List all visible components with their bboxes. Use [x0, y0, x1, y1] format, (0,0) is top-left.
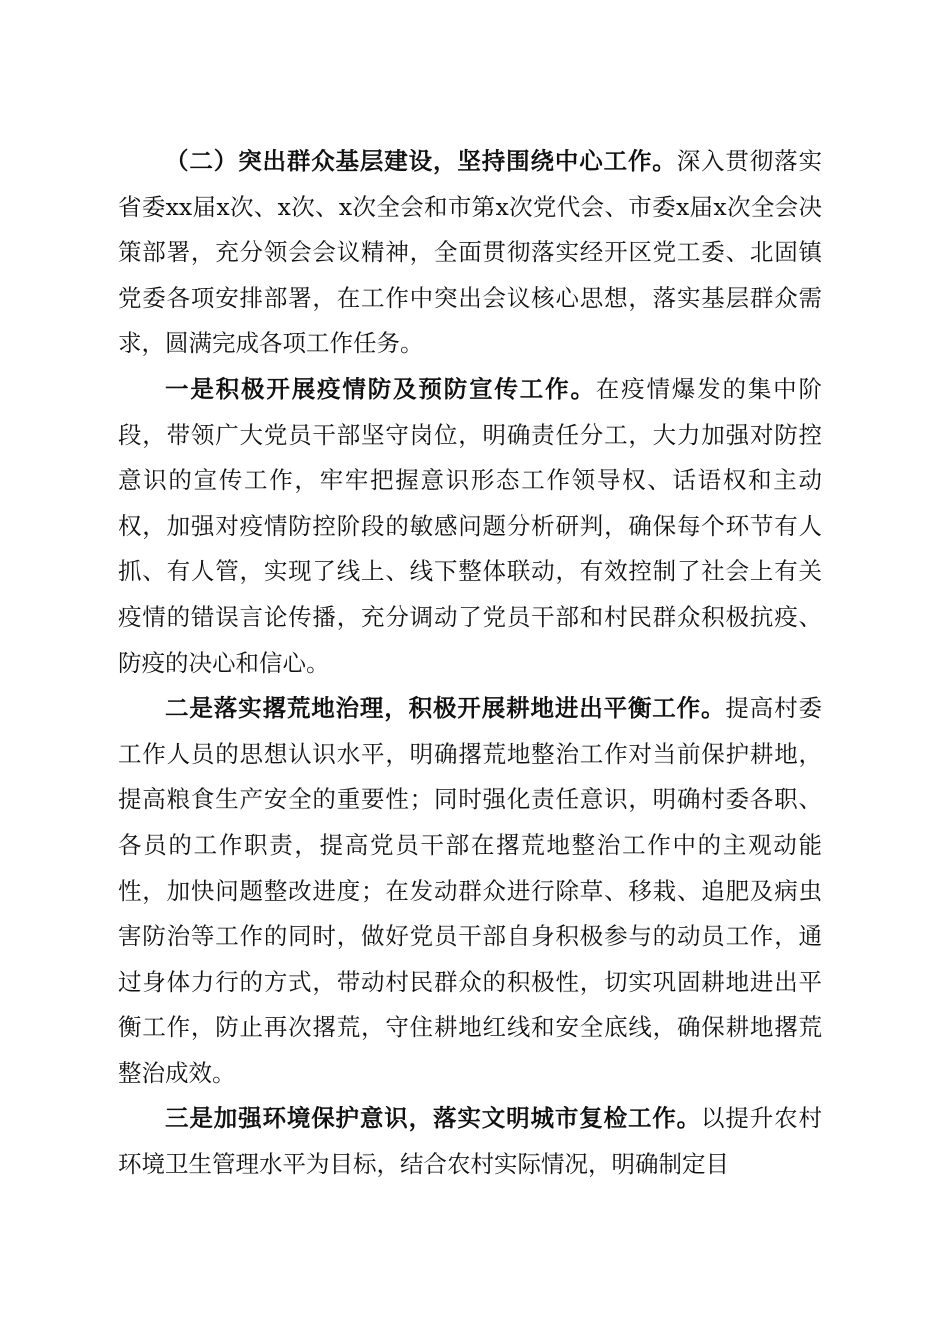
paragraph-text: 提高村委工作人员的思想认识水平，明确撂荒地整治工作对当前保护耕地，提高粮食生产安全的重要性；同时强化责任意识，明确村委各职、各员的工作职责，提高党员干部在撂荒地整治工作中的主观动能性，加快问题整改进度；在发动群众进行除草、移栽、追肥及病虫害防治等工作的同时，做好党员干部自身积极参与的动员工作，通过身体力行的方式，带动村民群众的积极性，切实巩固耕地进出平衡工作，防止再次撂荒，守住耕地红线和安全底线，确保耕地撂荒整治成效。 [118, 694, 823, 1087]
paragraph-text: 以提升农村环境卫生管理水平为目标，结合农村实际情况，明确制定目 [118, 1104, 823, 1179]
paragraph-item-three [118, 1096, 822, 1187]
paragraph-text: 在疫情爆发的集中阶段，带领广大党员干部坚守岗位，明确责任分工，大力加强对防控意识的宣传工作，牢牢把握意识形态工作领导权、话语权和主动权，加强对疫情防控阶段的敏感问题分析研判，确保每个环节有人抓、有人管，实现了线上、线下整体联动，有效控制了社会上有关疫情的错误言论传播，充分调动了党员干部和村民群众积极抗疫、防疫的决心和信心。 [118, 374, 823, 677]
paragraph-item-one [118, 367, 822, 686]
paragraph-section-two [118, 139, 822, 367]
paragraph-item-two [118, 686, 822, 1096]
document-body [118, 139, 822, 1188]
paragraph-heading: 一是积极开展疫情防及预防宣传工作。 [165, 374, 596, 403]
paragraph-heading: （二）突出群众基层建设，坚持围绕中心工作。 [165, 147, 677, 175]
paragraph-text: 深入贯彻落实省委xx届x次、x次、x次全会和市第x次党代会、市委x届x次全会决策部署，充分领会会议精神，全面贯彻落实经开区党工委、北固镇党委各项安排部署，在工作中突出会议核心思想，落实基层群众需求，圆满完成各项工作任务。 [118, 147, 823, 358]
paragraph-heading: 二是落实撂荒地治理，积极开展耕地进出平衡工作。 [165, 694, 726, 723]
paragraph-heading: 三是加强环境保护意识，落实文明城市复检工作。 [165, 1104, 702, 1133]
